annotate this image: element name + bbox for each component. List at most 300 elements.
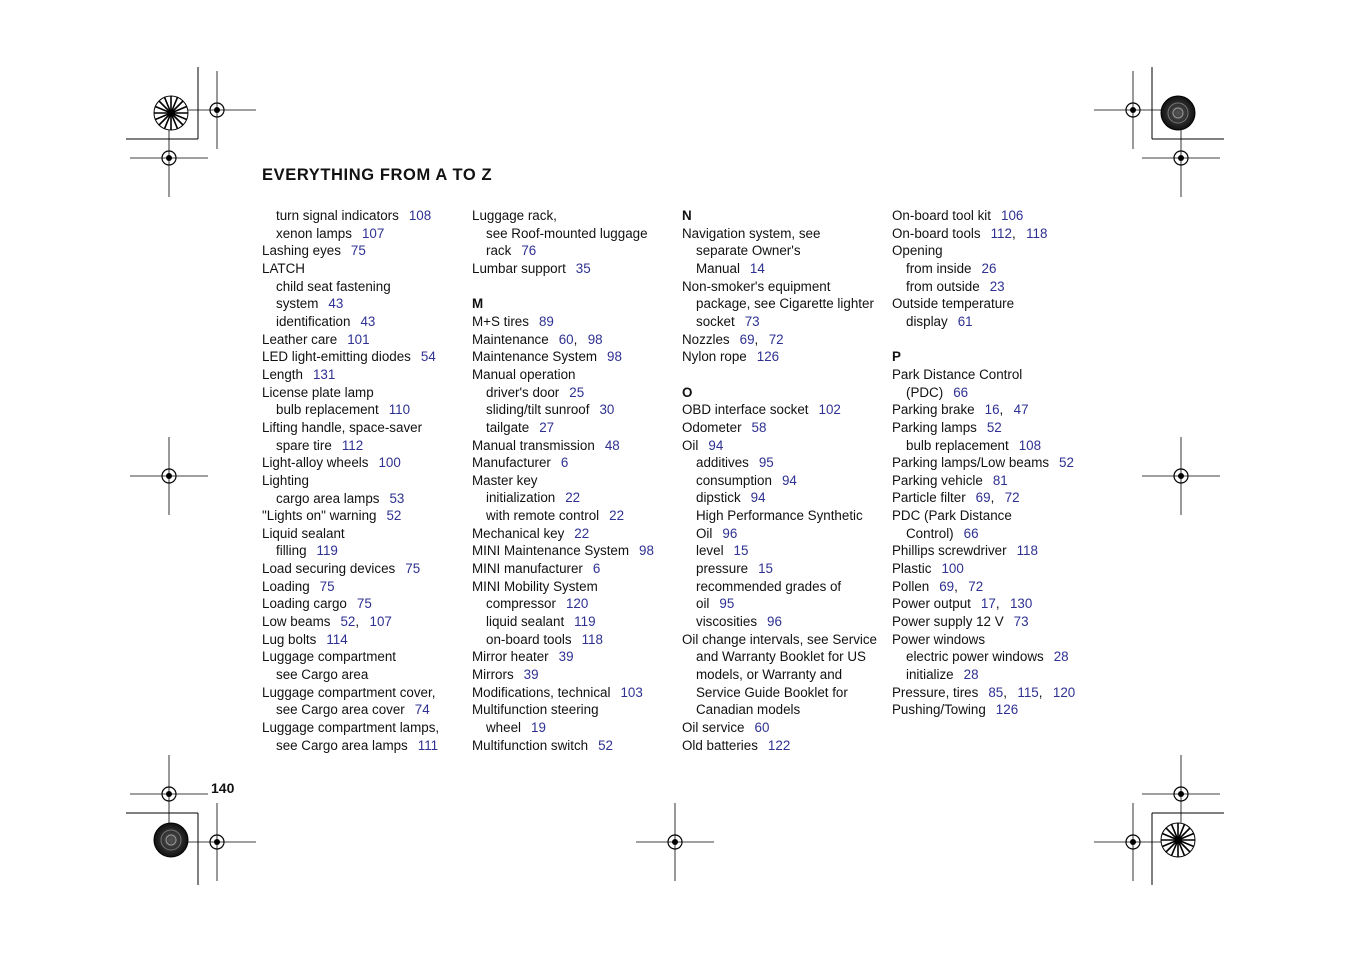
page-references: [767, 614, 782, 629]
page-references: [745, 314, 760, 329]
page-references: [320, 579, 335, 594]
page-link[interactable]: 60: [754, 720, 770, 736]
page-link[interactable]: 112: [990, 225, 1012, 241]
index-entry: [892, 401, 1098, 419]
index-subentry: [472, 613, 678, 631]
page-separator: ,: [754, 331, 769, 347]
index-term: from outside: [906, 278, 980, 294]
page-link[interactable]: 27: [539, 419, 555, 435]
index-term: Multifunction steering: [472, 702, 599, 718]
index-term: cargo area lamps: [276, 490, 380, 506]
index-term: Oil: [696, 525, 713, 541]
page-link[interactable]: 47: [1013, 402, 1029, 418]
index-subentry: [682, 684, 888, 702]
index-term: Outside temperature: [892, 296, 1015, 312]
page-link[interactable]: 72: [768, 331, 784, 347]
index-term: Control): [906, 525, 954, 541]
index-term: package, see Cigarette lighter: [696, 296, 874, 312]
index-entry: [892, 454, 1098, 472]
index-term: turn signal indicators: [276, 208, 399, 223]
page-link[interactable]: 69: [975, 490, 991, 506]
index-term: wheel: [486, 720, 521, 736]
page-link[interactable]: 22: [574, 525, 590, 541]
page-link[interactable]: 131: [312, 366, 336, 382]
page-references: [559, 332, 603, 347]
index-entry: [262, 684, 468, 702]
page-link[interactable]: 120: [1052, 684, 1076, 700]
index-subentry: [262, 313, 468, 331]
index-entry: [262, 454, 468, 472]
page-link[interactable]: 72: [968, 578, 984, 594]
index-term: Light-alloy wheels: [262, 455, 369, 471]
page-separator: ,: [1038, 684, 1053, 700]
page-link[interactable]: 73: [1013, 614, 1029, 630]
page-references: [405, 561, 420, 576]
page-references: [521, 243, 536, 258]
index-subentry: [262, 701, 468, 719]
page-references: [985, 402, 1029, 417]
page-link[interactable]: 118: [581, 631, 603, 647]
index-subentry: [682, 295, 888, 313]
index-term: electric power windows: [906, 649, 1044, 665]
index-column-2: [472, 207, 678, 754]
index-term: Mirror heater: [472, 649, 549, 665]
index-entry: [472, 348, 678, 366]
index-term: Length: [262, 366, 303, 382]
index-term: recommended grades of: [696, 578, 842, 594]
index-entry: [472, 578, 678, 596]
index-entry: [892, 631, 1098, 649]
index-term: child seat fastening: [276, 278, 391, 294]
page-references: [599, 402, 614, 417]
section-title: EVERYTHING FROM A TO Z: [262, 166, 493, 184]
page-link[interactable]: 108: [1018, 437, 1042, 453]
page-link[interactable]: 54: [420, 349, 436, 365]
page-link[interactable]: 43: [328, 296, 344, 312]
index-entry: [892, 472, 1098, 490]
page-references: [752, 420, 767, 435]
index-entry: [262, 578, 468, 596]
index-entry: [262, 260, 468, 278]
index-term: Master key: [472, 472, 538, 488]
index-spacer: [892, 331, 1098, 349]
page-link[interactable]: 30: [599, 402, 615, 418]
index-term: Nozzles: [682, 331, 730, 347]
index-term: Low beams: [262, 614, 331, 630]
index-spacer: [682, 366, 888, 384]
index-subentry: [682, 472, 888, 490]
page-references: [574, 614, 595, 629]
page-link[interactable]: 114: [326, 631, 348, 647]
index-term: models, or Warranty and: [696, 667, 843, 683]
page-link[interactable]: 98: [587, 331, 603, 347]
page-references: [421, 349, 436, 364]
page-references: [317, 543, 338, 558]
page-separator: ,: [999, 402, 1014, 418]
index-letter-heading: [472, 295, 678, 313]
page-references: [1059, 455, 1074, 470]
page-link[interactable]: 72: [1004, 490, 1020, 506]
page-link[interactable]: 52: [340, 614, 356, 630]
page-references: [531, 720, 546, 735]
index-entry: [682, 225, 888, 243]
page-link[interactable]: 76: [521, 243, 537, 259]
index-subentry: [682, 648, 888, 666]
page-number: 140: [211, 780, 235, 796]
index-term: Manual transmission: [472, 437, 595, 453]
page-references: [976, 490, 1020, 505]
page-link[interactable]: 119: [316, 543, 338, 559]
index-subentry: [682, 701, 888, 719]
index-term: Loading: [262, 578, 310, 594]
index-subentry: [682, 313, 888, 331]
index-entry: [262, 507, 468, 525]
index-term: system: [276, 296, 319, 312]
index-entry: [262, 613, 468, 631]
page-link[interactable]: 111: [417, 737, 439, 753]
index-subentry: [262, 401, 468, 419]
page-references: [566, 596, 588, 611]
index-term: Old batteries: [682, 737, 758, 753]
page-references: [539, 314, 554, 329]
index-term: Luggage compartment cover,: [262, 684, 436, 700]
index-term: MINI Mobility System: [472, 578, 598, 594]
page-references: [389, 402, 410, 417]
index-subentry: [472, 401, 678, 419]
index-entry: [682, 737, 888, 755]
index-subentry: [262, 542, 468, 560]
page-references: [609, 508, 624, 523]
index-entry: [892, 207, 1098, 225]
page-references: [1054, 649, 1069, 664]
page-link[interactable]: 23: [989, 278, 1005, 294]
index-subentry: [472, 419, 678, 437]
page-link[interactable]: 66: [963, 525, 979, 541]
index-term: Oil: [682, 437, 699, 453]
index-entry: [472, 313, 678, 331]
index-term: Canadian models: [696, 702, 801, 718]
page-link[interactable]: 75: [356, 596, 372, 612]
page-references: [757, 349, 779, 364]
page-references: [964, 526, 979, 541]
index-term: Manual operation: [472, 366, 576, 382]
index-term: Lug bolts: [262, 631, 317, 647]
page-link[interactable]: 39: [558, 649, 574, 665]
page-link[interactable]: 98: [607, 349, 622, 365]
page-references: [328, 296, 343, 311]
index-term: Power supply 12 V: [892, 614, 1004, 630]
page-link[interactable]: 69: [739, 331, 755, 347]
index-term: filling: [276, 543, 307, 559]
index-term: (PDC): [906, 384, 944, 400]
page-link[interactable]: 95: [758, 455, 774, 471]
page-references: [340, 614, 391, 629]
index-subentry: [682, 613, 888, 631]
index-term: Mirrors: [472, 667, 514, 683]
index-entry: [262, 631, 468, 649]
page-link[interactable]: 74: [414, 702, 430, 718]
page-references: [313, 367, 335, 382]
page-link[interactable]: 6: [592, 561, 601, 577]
index-term: Parking lamps: [892, 419, 977, 435]
page-link[interactable]: 69: [939, 578, 955, 594]
page-link[interactable]: 81: [992, 472, 1008, 488]
page-link[interactable]: 107: [369, 614, 392, 630]
index-subentry: [472, 384, 678, 402]
page-link[interactable]: 85: [988, 684, 1004, 700]
page-references: [708, 438, 723, 453]
index-term: Modifications, technical: [472, 684, 611, 700]
page-references: [418, 738, 438, 753]
index-term: Particle filter: [892, 490, 966, 506]
index-entry: [682, 278, 888, 296]
index-entry: [892, 225, 1098, 243]
page-link[interactable]: 14: [749, 260, 765, 276]
page-link[interactable]: 126: [756, 349, 780, 365]
index-term: on-board tools: [486, 631, 572, 647]
page-link[interactable]: 43: [360, 313, 376, 329]
index-subentry: [892, 313, 1098, 331]
page-link[interactable]: 66: [953, 384, 969, 400]
page-references: [751, 490, 766, 505]
index-term: identification: [276, 313, 351, 329]
page-references: [1014, 614, 1029, 629]
index-term: Plastic: [892, 561, 932, 577]
index-term: "Lights on" warning: [262, 508, 377, 524]
page-references: [593, 561, 600, 576]
page-link[interactable]: 96: [722, 525, 738, 541]
index-subentry: [682, 525, 888, 543]
page-link[interactable]: 119: [574, 614, 596, 630]
index-entry: [682, 419, 888, 437]
page-link[interactable]: 25: [569, 384, 585, 400]
index-entry: [262, 525, 468, 543]
page-link[interactable]: 22: [609, 508, 625, 524]
index-term: Navigation system, see: [682, 225, 821, 241]
page-references: [939, 579, 983, 594]
page-link[interactable]: 17: [980, 596, 996, 612]
page-link[interactable]: 98: [639, 543, 654, 559]
index-term: Multifunction switch: [472, 737, 589, 753]
page-link[interactable]: 52: [1059, 455, 1074, 471]
index-term: sliding/tilt sunroof: [486, 402, 590, 418]
index-term: spare tire: [276, 437, 332, 453]
page-link[interactable]: 112: [341, 437, 364, 453]
page-references: [607, 349, 622, 364]
page-references: [953, 385, 968, 400]
index-entry: [472, 684, 678, 702]
index-entry: [262, 648, 468, 666]
index-subentry: [682, 489, 888, 507]
page-link[interactable]: 122: [767, 737, 791, 753]
page-separator: ,: [1003, 684, 1018, 700]
page-link[interactable]: 95: [719, 596, 735, 612]
index-entry: [892, 578, 1098, 596]
page-references: [987, 420, 1002, 435]
page-link[interactable]: 118: [1026, 225, 1048, 241]
page-references: [982, 261, 997, 276]
page-link[interactable]: 108: [408, 208, 432, 223]
index-term: Pushing/Towing: [892, 702, 986, 718]
page-references: [389, 491, 404, 506]
index-entry: [262, 242, 468, 260]
page-references: [1001, 208, 1023, 223]
page-link[interactable]: 118: [1016, 543, 1038, 559]
page-link[interactable]: 60: [558, 331, 574, 347]
page-link[interactable]: 126: [995, 702, 1019, 718]
page-references: [582, 632, 603, 647]
index-entry: [892, 684, 1098, 702]
page-link[interactable]: 107: [361, 225, 385, 241]
index-term: Liquid sealant: [262, 525, 345, 541]
page-references: [342, 438, 363, 453]
index-subentry: [892, 525, 1098, 543]
index-entry: [892, 366, 1098, 384]
page-references: [993, 473, 1008, 488]
index-term: Oil change intervals, see Service: [682, 631, 878, 647]
page-link[interactable]: 120: [565, 596, 589, 612]
page-link[interactable]: 100: [941, 561, 964, 577]
index-entry: [472, 260, 678, 278]
page-link[interactable]: 26: [981, 260, 997, 276]
page-link[interactable]: 75: [350, 243, 366, 259]
page-references: [755, 720, 770, 735]
index-term: tailgate: [486, 419, 530, 435]
index-term: additives: [696, 455, 749, 471]
page-link[interactable]: 52: [386, 508, 402, 524]
page-link[interactable]: 22: [565, 490, 581, 506]
page-link[interactable]: 130: [1009, 596, 1033, 612]
index-letter-heading: [682, 384, 888, 402]
index-subentry: [682, 242, 888, 260]
page-link[interactable]: 75: [319, 578, 335, 594]
index-term: bulb replacement: [276, 402, 379, 418]
index-term: see Roof-mounted luggage: [486, 225, 648, 241]
page-link[interactable]: 58: [751, 419, 767, 435]
index-term: M: [472, 296, 484, 312]
page-references: [351, 243, 366, 258]
page-link[interactable]: 52: [598, 737, 614, 753]
page-references: [524, 667, 539, 682]
page-link[interactable]: 96: [767, 614, 782, 630]
page-references: [561, 455, 568, 470]
page-separator: ,: [954, 578, 969, 594]
page-references: [782, 473, 797, 488]
index-term: socket: [696, 313, 735, 329]
index-term: and Warranty Booklet for US: [696, 649, 866, 665]
index-entry: [262, 384, 468, 402]
page-link[interactable]: 61: [957, 313, 973, 329]
index-term: see Cargo area: [276, 667, 369, 683]
page-references: [964, 667, 979, 682]
page-references: [620, 685, 642, 700]
page-link[interactable]: 15: [733, 543, 749, 559]
page-link[interactable]: 6: [560, 455, 569, 471]
index-entry: [682, 401, 888, 419]
page-link[interactable]: 53: [389, 490, 405, 506]
page-link[interactable]: 94: [708, 437, 724, 453]
index-subentry: [472, 242, 678, 260]
index-entry: [472, 207, 678, 225]
index-term: consumption: [696, 472, 772, 488]
page-references: [768, 738, 790, 753]
index-subentry: [472, 507, 678, 525]
index-term: Parking brake: [892, 402, 975, 418]
page-link[interactable]: 94: [750, 490, 766, 506]
index-subentry: [892, 666, 1098, 684]
index-term: MINI manufacturer: [472, 561, 583, 577]
page-link[interactable]: 73: [744, 313, 760, 329]
page-link[interactable]: 15: [758, 561, 774, 577]
page-link[interactable]: 75: [405, 561, 421, 577]
page-link[interactable]: 106: [1001, 208, 1024, 223]
index-entry: [892, 701, 1098, 719]
page-link[interactable]: 35: [575, 260, 591, 276]
page-references: [639, 543, 654, 558]
page-separator: ,: [990, 490, 1005, 506]
page-link[interactable]: 39: [523, 667, 539, 683]
page-references: [958, 314, 973, 329]
page-link[interactable]: 102: [818, 402, 841, 418]
page-link[interactable]: 103: [620, 684, 643, 700]
page-link[interactable]: 28: [963, 667, 979, 683]
page-link[interactable]: 52: [986, 419, 1002, 435]
index-term: level: [696, 543, 724, 559]
page-references: [565, 490, 580, 505]
index-term: pressure: [696, 561, 749, 577]
index-subentry: [472, 719, 678, 737]
index-entry: [262, 348, 468, 366]
index-entry: [262, 595, 468, 613]
page-link[interactable]: 94: [781, 472, 797, 488]
index-subentry: [892, 278, 1098, 296]
index-subentry: [682, 507, 888, 525]
page-references: [941, 561, 963, 576]
index-subentry: [472, 631, 678, 649]
index-entry: [472, 542, 678, 560]
page-link[interactable]: 115: [1017, 684, 1039, 700]
index-term: Maintenance System: [472, 349, 598, 365]
page-link[interactable]: 100: [378, 455, 401, 471]
index-term: Oil service: [682, 720, 745, 736]
index-term: On-board tools: [892, 225, 981, 241]
page-references: [996, 702, 1018, 717]
page-link[interactable]: 19: [531, 720, 546, 736]
page-link[interactable]: 28: [1053, 649, 1069, 665]
page-link[interactable]: 16: [984, 402, 1000, 418]
page-link[interactable]: 110: [388, 402, 411, 418]
index-subentry: [262, 737, 468, 755]
index-term: Lashing eyes: [262, 243, 341, 259]
index-subentry: [682, 542, 888, 560]
index-subentry: [682, 595, 888, 613]
index-entry: [472, 701, 678, 719]
page-link[interactable]: 89: [538, 313, 554, 329]
index-term: dipstick: [696, 490, 741, 506]
index-term: Load securing devices: [262, 561, 396, 577]
index-entry: [892, 507, 1098, 525]
index-entry: [472, 737, 678, 755]
index-entry: [472, 525, 678, 543]
index-entry: [682, 348, 888, 366]
index-term: Pressure, tires: [892, 684, 979, 700]
index-entry: [892, 542, 1098, 560]
page-link[interactable]: 101: [347, 331, 370, 347]
index-subentry: [472, 489, 678, 507]
page-references: [740, 332, 784, 347]
page-link[interactable]: 48: [604, 437, 620, 453]
index-term: Mechanical key: [472, 525, 565, 541]
